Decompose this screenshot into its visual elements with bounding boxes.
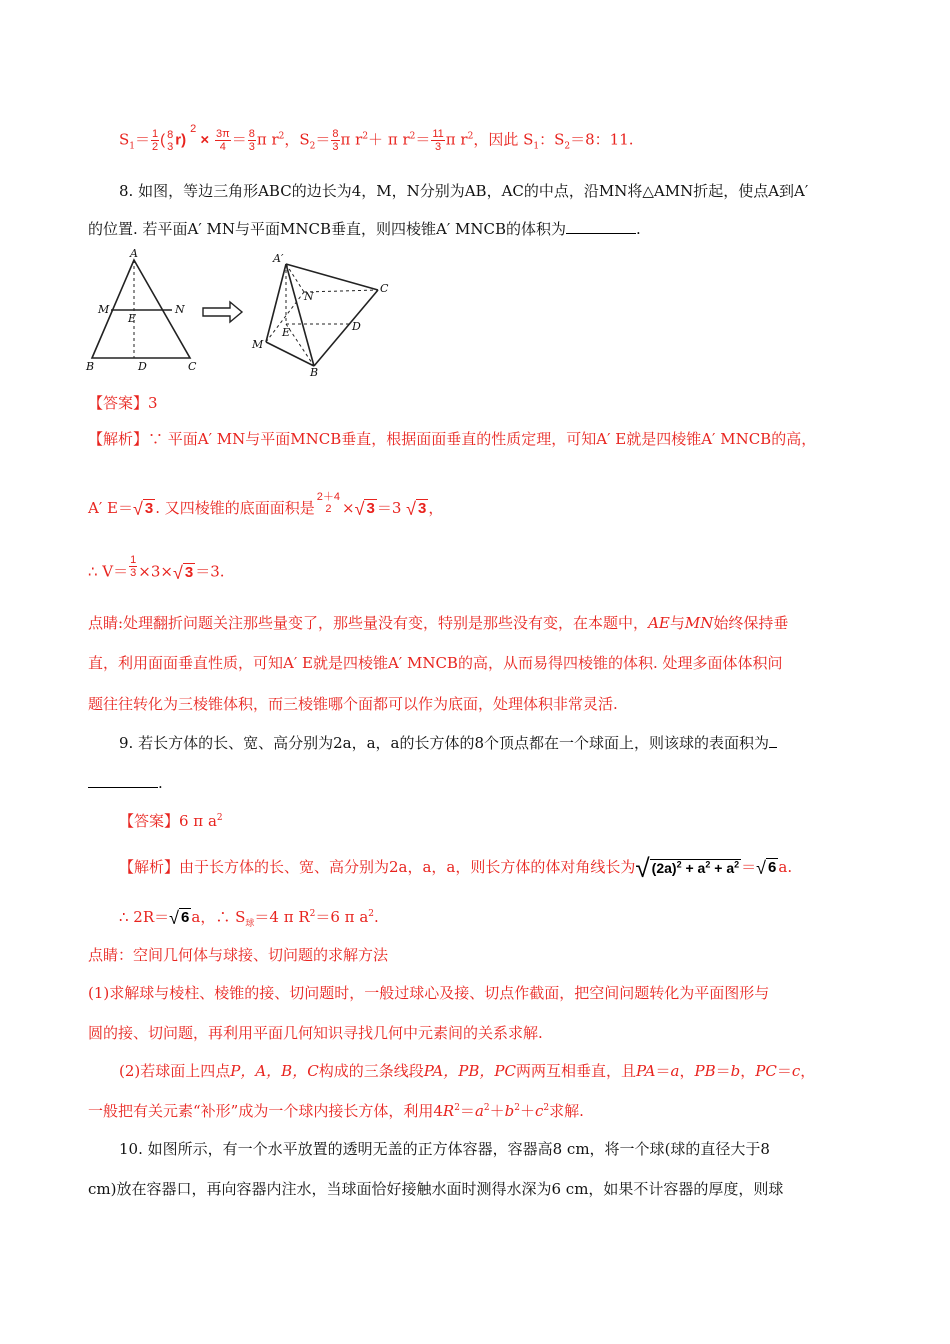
sqrt-6-b: √ 6 bbox=[169, 908, 190, 929]
label-m: M bbox=[98, 303, 110, 316]
ratio-text: ，因此 S bbox=[473, 130, 534, 149]
tip3-eq2: ＝ bbox=[715, 1062, 731, 1080]
tip4-r: R bbox=[442, 1102, 455, 1120]
q9-tip-2: 圆的接、切问题，再利用平面几何知识寻找几何中元素间的关系求解. bbox=[88, 1024, 543, 1042]
label-c: C bbox=[188, 360, 197, 373]
q9-tip-1: (1)求解球与棱柱、棱锥的接、切问题时，一般过球心及接、切点作截面，把空间问题转化为平面图形与 bbox=[88, 984, 770, 1002]
tip4-plus2: ＋ bbox=[519, 1102, 535, 1120]
tip4-plus1: ＋ bbox=[489, 1102, 505, 1120]
six-pi-a: ＝6 π a bbox=[315, 908, 369, 926]
q8-analysis-1: 【解析】∵ 平面A′ MN与平面MNCB垂直，根据面面垂直的性质定理，可知A′ E就是四棱锥A′ MNCB的高， bbox=[88, 430, 817, 448]
formula-line-s1-s2: $S_1=$ $\frac{1}{2}$ ( 8 3 r)$^2$ × $\frac{3\pi}{4}$ ＝ $\frac{8}{3}$ π $r^2$，$S_2=$ $\frac{8}{3}$ π $r^2+ \pi$ $r^2=$ $\frac{11}{3}$ π $r^2$，因此 $S_1$：$S_2=8$：11. bbox=[119, 123, 634, 153]
tip4-sup3: 2 bbox=[514, 1103, 520, 1113]
q9-answer-sup: 2 bbox=[216, 813, 223, 823]
fraction-2plus4-2: 2＋4 2 bbox=[316, 491, 340, 515]
eq-sign-2: ＝ bbox=[231, 130, 247, 149]
sqrt-3-b: √ 3 bbox=[354, 499, 375, 520]
label-m-right: M bbox=[252, 338, 264, 351]
plus-pi-r: ＋ π r bbox=[368, 130, 410, 149]
tip4-c2: c bbox=[535, 1102, 544, 1120]
q9-answer bbox=[119, 810, 950, 832]
tip3-pa: PA bbox=[635, 1062, 656, 1080]
paren-open: ( bbox=[160, 131, 166, 149]
q9-period: . bbox=[158, 774, 163, 792]
eq-sign-3: ＝ bbox=[315, 130, 331, 149]
label-e-right: E bbox=[282, 326, 291, 339]
q8-analysis-2 bbox=[88, 491, 950, 521]
tip3-eq1: ＝ bbox=[655, 1062, 671, 1080]
base-area-text: . 又四棱锥的底面面积是 bbox=[155, 499, 315, 517]
sqrt-3-d: √ 3 bbox=[172, 562, 194, 583]
period: . bbox=[374, 908, 379, 926]
q8-analysis-3 bbox=[88, 554, 950, 585]
times: × bbox=[342, 499, 355, 517]
tip4-end: 求解. bbox=[549, 1102, 584, 1120]
s1-symbol: S bbox=[119, 130, 130, 149]
tip1-and: 与 bbox=[669, 614, 685, 632]
four-pi-r: ＝4 π R bbox=[254, 908, 310, 926]
a-end: a. bbox=[778, 858, 793, 876]
tip4-a: 一般把有关元素“补形”成为一个球内接长方体，利用4 bbox=[88, 1102, 443, 1120]
tip3-c: 两两互相垂直，且 bbox=[515, 1062, 636, 1080]
ae-eq: A′ E＝ bbox=[88, 499, 133, 517]
answer-blank bbox=[566, 219, 636, 234]
tip4-sup2: 2 bbox=[483, 1103, 490, 1113]
tip3-c3: ， bbox=[800, 1062, 816, 1080]
label-b-right: B bbox=[310, 366, 319, 378]
sqrt-diagonal: √ $(2a)^2 + a^2 + a^2$ bbox=[635, 853, 740, 884]
fraction-11-3: $\frac{11}{3}$ bbox=[432, 128, 444, 153]
square-exponent: 2 bbox=[190, 123, 197, 135]
tip3-segs: PA，PB，PC bbox=[423, 1062, 516, 1080]
tip4-sup1: 2 bbox=[454, 1103, 460, 1113]
label-c-right: C bbox=[380, 282, 389, 295]
r-close: r) bbox=[175, 131, 187, 149]
q9-tip-3 bbox=[119, 1060, 950, 1082]
tip4-sup4: 2 bbox=[543, 1103, 550, 1113]
q9-answer-text: 【答案】6 π a bbox=[119, 812, 217, 830]
comma: ， bbox=[428, 499, 444, 517]
tip3-c1: ， bbox=[679, 1062, 695, 1080]
arrow-right-icon bbox=[203, 302, 242, 322]
tip1-text: 点睛:处理翻折问题关注那些量变了，那些量没有变，特别是那些没有变，在本题中， bbox=[88, 614, 649, 632]
fraction-one-third: $\frac{1}{3}$ bbox=[130, 554, 137, 579]
v-eq: ∴ V＝ bbox=[88, 562, 129, 581]
times-3: ×3× bbox=[138, 562, 173, 581]
q8-answer: 【答案】3 bbox=[88, 394, 158, 412]
fraction-8-3-b: $\frac{8}{3}$ bbox=[332, 128, 339, 153]
tip4-a2: a bbox=[474, 1102, 484, 1120]
label-e: E bbox=[128, 312, 137, 325]
q8-tip-1 bbox=[88, 612, 950, 634]
fraction-8-3: $\frac{8}{3}$ bbox=[248, 128, 255, 153]
tip1-tail: 始终保持垂 bbox=[713, 614, 789, 632]
q8-figure bbox=[80, 248, 410, 378]
tip3-c2: ， bbox=[740, 1062, 756, 1080]
pi-r: π r bbox=[256, 130, 279, 149]
folded-pyramid bbox=[266, 264, 378, 366]
sqrt-3-c: √ 3 bbox=[406, 499, 427, 520]
tip3-pb: PB bbox=[694, 1062, 716, 1080]
q8-tip-3: 题往往转化为三棱锥体积，而三棱锥哪个面都可以作为底面，处理体积非常灵活. bbox=[88, 695, 618, 713]
result-3: ＝3. bbox=[195, 562, 225, 581]
q8-line-2-text: 的位置. 若平面A′ MN与平面MNCB垂直，则四棱锥A′ MNCB的体积为 bbox=[88, 220, 567, 238]
q8-line-1: 8. 如图，等边三角形ABC的边长为4，M，N分别为AB，AC的中点，沿MN将△AMN折起，使点A到A′ bbox=[119, 182, 809, 200]
two-r-eq: ∴ 2R＝ bbox=[119, 908, 170, 926]
label-d: D bbox=[138, 360, 147, 373]
tip3-pc: PC bbox=[755, 1062, 777, 1080]
tip3-pts: P，A，B，C bbox=[230, 1062, 319, 1080]
fraction-eight-thirds: 8 3 bbox=[167, 128, 174, 153]
tip4-b2: b bbox=[504, 1102, 515, 1120]
pi-r-2: π r bbox=[340, 130, 363, 149]
label-a: A bbox=[130, 248, 138, 260]
q9-tip-4 bbox=[88, 1100, 950, 1122]
tip1-ae: AE bbox=[648, 614, 670, 632]
q9-text: 9. 若长方体的长、宽、高分别为2a，a，a的长方体的8个顶点都在一个球面上，则该球的表面积为 bbox=[119, 734, 769, 752]
q9-analysis-2 bbox=[119, 906, 950, 929]
q9-tip-title: 点睛：空间几何体与球接、切问题的求解方法 bbox=[88, 946, 389, 964]
tip3-eq3: ＝ bbox=[776, 1062, 792, 1080]
q9-analysis-1 bbox=[119, 853, 950, 884]
label-b: B bbox=[86, 360, 95, 373]
q9-line-1 bbox=[119, 732, 950, 754]
sqrt-3: √ 3 bbox=[132, 499, 154, 520]
tip3-b: 构成的三条线段 bbox=[318, 1062, 424, 1080]
q8-period: . bbox=[636, 220, 641, 238]
q10-line-2: cm)放在容器口，再向容器内注水，当球面恰好接触水面时测得水深为6 cm，如果不计容器的厚度，则球 bbox=[88, 1180, 784, 1198]
tip1-mn: MN bbox=[684, 614, 714, 632]
tip3-b2: b bbox=[730, 1062, 741, 1080]
label-d-right: D bbox=[352, 320, 361, 333]
times-sign: × bbox=[196, 131, 210, 149]
colon-s2: ：S bbox=[539, 130, 565, 149]
sub-ball: 球 bbox=[245, 919, 255, 929]
label-a-prime: A′ bbox=[273, 252, 284, 265]
q9-line-2 bbox=[88, 772, 950, 794]
eq-sign: ＝ bbox=[135, 130, 151, 149]
q8-line-2 bbox=[88, 218, 950, 240]
tip3-a2: a bbox=[670, 1062, 680, 1080]
fraction-half: $\frac{1}{2}$ bbox=[152, 128, 159, 153]
comma-s2: ，S bbox=[284, 130, 310, 149]
eq: ＝ bbox=[741, 858, 757, 876]
ratio-result: ＝8：11. bbox=[570, 130, 634, 149]
s-ball: a，∴ S bbox=[191, 908, 246, 926]
q9-blank bbox=[88, 773, 158, 788]
eq-sign-4: ＝ bbox=[415, 130, 431, 149]
label-n: N bbox=[175, 303, 185, 316]
q10-line-1: 10. 如图所示，有一个水平放置的透明无盖的正方体容器，容器高8 cm，将一个球(球的直径大于8 bbox=[119, 1140, 770, 1158]
label-n-right: N bbox=[304, 290, 314, 303]
sup-2: 2 bbox=[309, 909, 316, 919]
q9-analysis-text: 【解析】由于长方体的长、宽、高分别为2a，a，a，则长方体的体对角线长为 bbox=[119, 858, 636, 876]
eq-3: ＝3 bbox=[376, 499, 402, 517]
tip4-eq: ＝ bbox=[459, 1102, 475, 1120]
tip3-a: (2)若球面上四点 bbox=[119, 1062, 231, 1080]
tip3-c2v: c bbox=[791, 1062, 801, 1080]
pi-r-3: π r bbox=[445, 130, 468, 149]
q9-blank-start bbox=[769, 733, 777, 748]
sup-2b: 2 bbox=[368, 909, 374, 919]
fraction-3pi-4: $\frac{3\pi}{4}$ bbox=[215, 128, 230, 153]
sqrt-6: √ 6 bbox=[756, 858, 777, 879]
q8-tip-2: 直，利用面面垂直性质，可知A′ E就是四棱锥A′ MNCB的高，从而易得四棱锥的体积. 处理多面体体积问 bbox=[88, 654, 783, 672]
